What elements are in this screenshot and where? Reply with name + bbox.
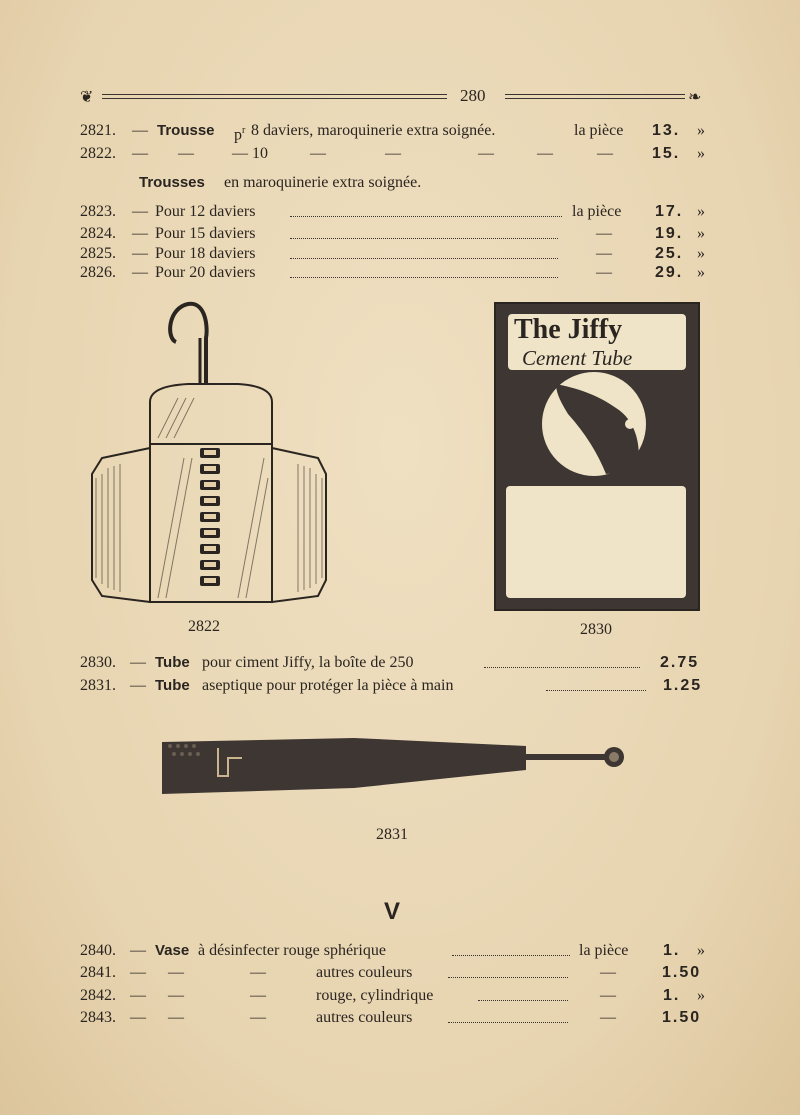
item-price: 2.75 — [660, 654, 700, 671]
item-unit: — — [596, 245, 612, 262]
figure-caption: 2822 — [188, 618, 220, 635]
item-price: 1. — [663, 987, 681, 1004]
item-number: 2831. — [80, 677, 116, 694]
dash: — — [132, 203, 148, 220]
dash-ten: — 10 — [232, 145, 268, 162]
item-description: à désinfecter rouge sphérique — [198, 942, 386, 959]
aseptic-tube-illustration — [158, 732, 632, 800]
list-item — [0, 120, 800, 142]
item-number: 2825. — [80, 245, 116, 262]
item-description: autres couleurs — [316, 964, 413, 981]
figure-caption: 2831 — [376, 826, 408, 843]
item-unit: la pièce — [574, 122, 624, 139]
dash: — — [250, 964, 266, 981]
item-description: aseptique pour protéger la pièce à main — [202, 677, 454, 694]
item-bold-title: Trousse — [157, 122, 215, 139]
leader-dots — [546, 690, 646, 691]
leader-dots — [484, 667, 640, 668]
list-item — [0, 985, 800, 1007]
figure-caption: 2830 — [580, 621, 612, 638]
page-header — [80, 84, 710, 110]
item-description: pour ciment Jiffy, la boîte de 250 — [202, 654, 414, 671]
item-price: 1. — [663, 942, 681, 959]
dash: — — [132, 225, 148, 242]
leader-dots — [290, 258, 558, 259]
dash: — — [250, 1009, 266, 1026]
subheading-text: en maroquinerie extra soignée. — [224, 174, 422, 191]
dash: — — [132, 264, 148, 281]
item-unit: — — [600, 964, 616, 981]
item-price-tail: » — [697, 942, 705, 959]
item-number: 2821. — [80, 122, 116, 139]
dash: — — [130, 654, 146, 671]
dash: — — [130, 987, 146, 1004]
dash: — — [385, 145, 401, 162]
box-title-panel — [508, 314, 686, 370]
box-title-line1: The Jiffy — [514, 314, 623, 345]
item-price-tail: » — [697, 145, 705, 162]
dash: — — [537, 145, 553, 162]
item-abbrev: $p^r$ — [234, 125, 246, 144]
dash: — — [168, 964, 184, 981]
dash: — — [130, 677, 146, 694]
item-description: Pour 18 daviers — [155, 245, 256, 262]
item-bold-title: Vase — [155, 942, 190, 959]
dash: — — [132, 122, 148, 139]
dash: — — [597, 145, 613, 162]
cement-box-illustration — [494, 302, 700, 611]
item-unit: la pièce — [579, 942, 629, 959]
item-price: 1.50 — [662, 1009, 702, 1026]
leader-dots — [448, 1022, 568, 1023]
dash: — — [168, 1009, 184, 1026]
leader-dots — [452, 955, 570, 956]
leader-dots — [290, 277, 558, 278]
item-number: 2842. — [80, 987, 116, 1004]
item-description: Pour 20 daviers — [155, 264, 256, 281]
item-number: 2840. — [80, 942, 116, 959]
dash: — — [130, 964, 146, 981]
dash: — — [132, 245, 148, 262]
item-price: 1.50 — [662, 964, 702, 981]
item-description: Pour 15 daviers — [155, 225, 256, 242]
item-number: 2826. — [80, 264, 116, 281]
item-number: 2841. — [80, 964, 116, 981]
item-unit: — — [596, 225, 612, 242]
list-item — [0, 1007, 800, 1029]
item-description: Pour 12 daviers — [155, 203, 256, 220]
item-number: 2824. — [80, 225, 116, 242]
list-item — [0, 940, 800, 962]
left-ornament-icon: ❦ — [80, 89, 94, 106]
leader-dots — [290, 216, 562, 217]
list-item — [0, 223, 800, 245]
item-number: 2823. — [80, 203, 116, 220]
item-unit: — — [596, 264, 612, 281]
header-rule-left — [102, 94, 447, 99]
box-title-line2: Cement Tube — [522, 346, 633, 370]
item-price-tail: » — [697, 225, 705, 242]
item-price-tail: » — [697, 264, 705, 281]
subheading-bold: Trousses — [139, 174, 205, 191]
item-price: 17. — [655, 203, 684, 220]
dash: — — [132, 145, 148, 162]
item-description: 8 daviers, maroquinerie extra soignée. — [251, 122, 496, 139]
item-bold-title: Tube — [155, 677, 190, 694]
item-price-tail: » — [697, 987, 705, 1004]
dash: — — [168, 987, 184, 1004]
item-price: 19. — [655, 225, 684, 242]
leader-dots — [478, 1000, 568, 1001]
item-number: 2830. — [80, 654, 116, 671]
hand-icon — [546, 374, 656, 484]
dash: — — [130, 942, 146, 959]
item-price: 15. — [652, 145, 681, 162]
right-ornament-icon: ❧ — [688, 89, 702, 106]
list-item — [0, 201, 800, 223]
leader-dots — [290, 238, 558, 239]
dash: — — [250, 987, 266, 1004]
dash: — — [130, 1009, 146, 1026]
item-price: 1.25 — [663, 677, 703, 694]
item-price-tail: » — [697, 245, 705, 262]
item-bold-title: Tube — [155, 654, 190, 671]
list-item — [0, 652, 800, 674]
item-number: 2843. — [80, 1009, 116, 1026]
item-unit: — — [600, 987, 616, 1004]
list-item — [0, 675, 800, 697]
subheading — [0, 172, 800, 194]
item-unit: — — [600, 1009, 616, 1026]
section-heading: V — [384, 898, 401, 925]
item-description: autres couleurs — [316, 1009, 413, 1026]
header-rule-right — [505, 94, 685, 99]
item-price-tail: » — [697, 203, 705, 220]
page-number: 280 — [460, 86, 486, 105]
item-unit: la pièce — [572, 203, 622, 220]
dash: — — [478, 145, 494, 162]
item-price-tail: » — [697, 122, 705, 139]
item-price: 13. — [652, 122, 681, 139]
leader-dots — [448, 977, 568, 978]
item-number: 2822. — [80, 145, 116, 162]
item-price: 25. — [655, 245, 684, 262]
list-item — [0, 143, 800, 165]
list-item — [0, 962, 800, 984]
list-item — [0, 262, 800, 284]
item-description: rouge, cylindrique — [316, 987, 434, 1004]
dash: — — [178, 145, 194, 162]
label-panel — [506, 486, 686, 598]
item-price: 29. — [655, 264, 684, 281]
instrument-case-illustration — [88, 298, 333, 610]
dash: — — [310, 145, 326, 162]
